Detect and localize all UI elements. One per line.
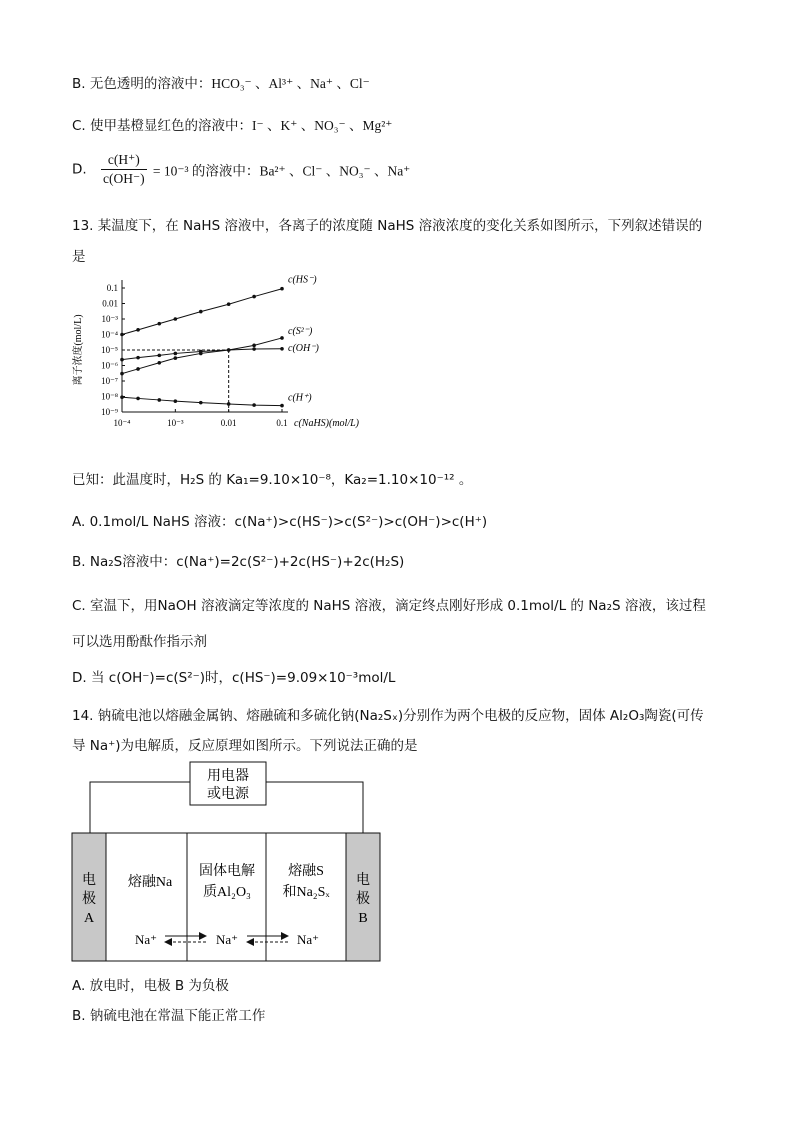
ion-concentration-chart bbox=[64, 274, 394, 444]
series-label: c(H⁺) bbox=[288, 392, 312, 404]
data-point bbox=[174, 399, 178, 403]
data-point bbox=[174, 356, 178, 360]
q12-option-c-ions: I⁻ 、K⁺ 、NO₃⁻ 、Mg²⁺ bbox=[252, 118, 393, 133]
fraction-denominator: c(OH⁻) bbox=[102, 171, 145, 186]
data-point bbox=[199, 401, 203, 405]
q12-option-c: C. 使甲基橙显红色的溶液中：I⁻ 、K⁺ 、NO₃⁻ 、Mg²⁺ bbox=[72, 118, 393, 134]
series-label: c(HS⁻) bbox=[288, 274, 317, 286]
series-label: c(S²⁻) bbox=[288, 325, 313, 337]
y-tick-label: 10⁻⁹ bbox=[101, 407, 118, 417]
y-tick-label: 0.1 bbox=[106, 283, 118, 293]
sodium-sulfur-cell-diagram bbox=[70, 760, 390, 965]
q13-known: 已知：此温度时，H₂S 的 Ka₁=9.10×10⁻⁸，Ka₂=1.10×10⁻¹² 。 bbox=[72, 472, 473, 488]
data-point bbox=[199, 310, 203, 314]
data-point bbox=[136, 328, 140, 332]
data-point bbox=[252, 295, 256, 299]
q13-option-d: D. 当 c(OH⁻)=c(S²⁻)时，c(HS⁻)=9.09×10⁻³mol/L bbox=[72, 670, 396, 686]
series-line-1 bbox=[122, 338, 282, 374]
q13-stem-line2: 是 bbox=[72, 249, 86, 265]
data-point bbox=[136, 356, 140, 360]
q14-stem-line2: 导 Na⁺)为电解质，反应原理如图所示。下列说法正确的是 bbox=[72, 738, 418, 754]
q13-option-b: B. Na₂S溶液中：c(Na⁺)=2c(S²⁻)+2c(HS⁻)+2c(H₂S) bbox=[72, 554, 405, 570]
na-ion-right: Na⁺ bbox=[296, 932, 320, 947]
q13-option-c-line1: C. 室温下，用NaOH 溶液滴定等浓度的 NaHS 溶液，滴定终点刚好形成 0.1mol/L 的 Na₂S 溶液，该过程 bbox=[72, 598, 706, 614]
q12-option-b: B. 无色透明的溶液中：HCO₃⁻ 、Al³⁺ 、Na⁺ 、Cl⁻ bbox=[72, 76, 370, 92]
x-tick-label: 0.01 bbox=[220, 418, 237, 428]
data-point bbox=[120, 358, 124, 362]
data-point bbox=[136, 367, 140, 371]
data-point bbox=[280, 404, 284, 408]
q12-option-d-eq: = 10⁻³ 的溶液中： bbox=[152, 163, 260, 179]
data-point bbox=[227, 302, 231, 306]
device-label-line1: 用电器 bbox=[207, 769, 249, 784]
na-ion-left: Na⁺ bbox=[134, 932, 158, 947]
data-point bbox=[174, 317, 178, 321]
left-wire bbox=[90, 782, 190, 833]
h-oh-ratio-fraction bbox=[101, 152, 147, 187]
data-point bbox=[157, 398, 161, 402]
data-point bbox=[136, 397, 140, 401]
data-point bbox=[120, 333, 124, 337]
data-point bbox=[120, 372, 124, 376]
data-point bbox=[157, 361, 161, 365]
x-tick-label: 10⁻³ bbox=[167, 418, 184, 428]
right-wire bbox=[266, 782, 363, 833]
zone-electrolyte-line2: 质Al₂O₃ bbox=[203, 885, 251, 900]
q13-option-a: A. 0.1mol/L NaHS 溶液：c(Na⁺)>c(HS⁻)>c(S²⁻)>c(OH⁻)>c(H⁺) bbox=[72, 514, 488, 530]
electrode-a-char2: 极 bbox=[82, 892, 96, 907]
electrode-b-char1: 电 bbox=[356, 873, 370, 888]
q14-stem-line1: 14. 钠硫电池以熔融金属钠、熔融硫和多硫化钠(Na₂Sₓ)分别作为两个电极的反应物，固体 Al₂O₃陶瓷(可传 bbox=[72, 708, 704, 724]
data-point bbox=[227, 348, 231, 352]
y-tick-label: 0.01 bbox=[102, 298, 118, 309]
y-tick-label: 10⁻⁶ bbox=[101, 360, 118, 371]
q13-option-c-line2: 可以选用酚酞作指示剂 bbox=[72, 634, 207, 650]
na-ion-middle: Na⁺ bbox=[215, 932, 239, 947]
q14-option-a: A. 放电时，电极 B 为负极 bbox=[72, 978, 229, 994]
zone-molten-s-line2: 和Na₂Sₓ bbox=[282, 885, 330, 900]
y-axis-label: 离子浓度(mol/L) bbox=[73, 314, 84, 386]
y-tick-label: 10⁻⁸ bbox=[101, 391, 118, 402]
x-tick-label: 10⁻⁴ bbox=[113, 418, 131, 428]
data-point bbox=[174, 352, 178, 356]
data-point bbox=[280, 287, 284, 291]
data-point bbox=[199, 350, 203, 354]
data-point bbox=[280, 347, 284, 351]
q12-option-d-ions: Ba²⁺ 、Cl⁻ 、NO₃⁻ 、Na⁺ bbox=[259, 163, 411, 179]
data-point bbox=[252, 347, 256, 351]
data-point bbox=[157, 354, 161, 358]
zone-electrolyte-line1: 固体电解 bbox=[199, 864, 255, 879]
fraction-numerator: c(H⁺) bbox=[101, 152, 147, 170]
q14-option-b: B. 钠硫电池在常温下能正常工作 bbox=[72, 1008, 266, 1024]
x-axis-label: c(NaHS)(mol/L) bbox=[294, 418, 359, 429]
electrode-b-char2: 极 bbox=[356, 892, 370, 907]
data-point bbox=[252, 344, 256, 348]
zone-molten-s-line1: 熔融S bbox=[288, 864, 324, 879]
device-label-line2: 或电源 bbox=[207, 787, 249, 802]
q12-option-d: D. $\frac{c(H^+)}{c(OH^-)}$ = 10⁻³ 的溶液中：Ba²⁺ 、Cl⁻ 、NO₃⁻ 、Na⁺ bbox=[72, 152, 411, 186]
data-point bbox=[280, 336, 284, 340]
y-tick-label: 10⁻⁷ bbox=[101, 376, 118, 386]
electrode-a-char1: 电 bbox=[82, 873, 96, 888]
y-tick-label: 10⁻³ bbox=[101, 314, 118, 324]
zone-molten-na: 熔融Na bbox=[127, 875, 173, 890]
x-tick-label: 0.1 bbox=[276, 418, 288, 428]
q13-stem-line1: 13. 某温度下，在 NaHS 溶液中，各离子的浓度随 NaHS 溶液浓度的变化关系如图所示，下列叙述错误的 bbox=[72, 218, 703, 234]
electrode-a-char3: A bbox=[83, 911, 95, 926]
data-point bbox=[120, 395, 124, 399]
y-tick-label: 10⁻⁵ bbox=[101, 345, 118, 355]
data-point bbox=[157, 322, 161, 326]
y-tick-label: 10⁻⁴ bbox=[101, 329, 118, 340]
data-point bbox=[227, 402, 231, 406]
data-point bbox=[252, 403, 256, 407]
electrode-b-char3: B bbox=[358, 911, 368, 926]
series-label: c(OH⁻) bbox=[288, 342, 319, 354]
q12-option-b-ions: HCO₃⁻ 、Al³⁺ 、Na⁺ 、Cl⁻ bbox=[211, 76, 370, 91]
